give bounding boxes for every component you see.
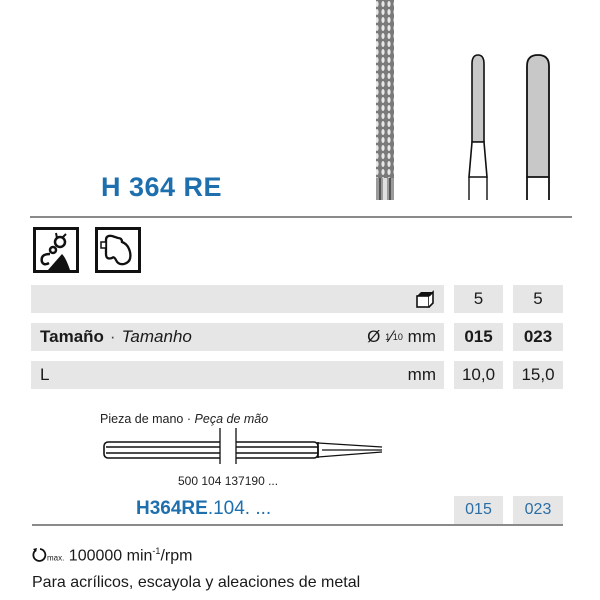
- speed-value: 100000: [68, 547, 123, 565]
- dental-lab-handpiece-icon: [33, 227, 79, 273]
- size-unit: Ø 1 ⁄ 10 mm: [367, 327, 436, 346]
- diameter-symbol: Ø: [367, 327, 381, 346]
- size-value-023: 023: [513, 323, 563, 351]
- rotation-icon: [32, 547, 47, 562]
- length-unit: mm: [407, 365, 436, 384]
- handpiece-label: Pieza de mano · Peça de mão: [100, 412, 269, 426]
- handpiece-reference-number: 500 104 137190 ...: [178, 474, 279, 488]
- order-code: [136, 498, 271, 520]
- order-divider: [32, 524, 563, 526]
- product-description: Para acrílicos, escayola y aleaciones de metal: [32, 574, 361, 591]
- length-value-023: 15,0: [513, 361, 563, 389]
- handpiece-label-alt: Peça de mão: [194, 412, 269, 426]
- order-code-suffix: .104. ...: [207, 498, 272, 519]
- size-value-015: 015: [454, 323, 503, 351]
- max-subscript: max.: [47, 553, 65, 563]
- acrylic-denture-icon: [95, 227, 141, 273]
- size-row-label-cell: [31, 323, 444, 351]
- size-label-alt: Tamanho: [121, 327, 192, 346]
- length-value-015: 10,0: [454, 361, 503, 389]
- order-size-023: 023: [513, 496, 563, 524]
- length-label: L: [40, 365, 50, 384]
- package-row-label-cell: [31, 285, 444, 313]
- handpiece-shank-diagram: [100, 428, 390, 464]
- title-divider: [30, 216, 572, 218]
- bur-diagram-023: [522, 52, 554, 202]
- size-label: Tamaño: [40, 327, 104, 346]
- bur-photo: [374, 0, 396, 200]
- label-separator: ·: [109, 327, 116, 346]
- order-code-prefix: H364RE: [136, 498, 208, 519]
- product-title: H 364 RE: [101, 172, 223, 202]
- order-size-015: 015: [454, 496, 503, 524]
- max-speed: max. 100000 $\min^{-1}$/rpm: [32, 546, 192, 565]
- bur-diagram-015: [464, 52, 492, 202]
- package-box-icon: [414, 285, 436, 313]
- package-qty-023: 5: [513, 285, 563, 313]
- package-qty-015: 5: [454, 285, 503, 313]
- length-row-label-cell: [31, 361, 444, 389]
